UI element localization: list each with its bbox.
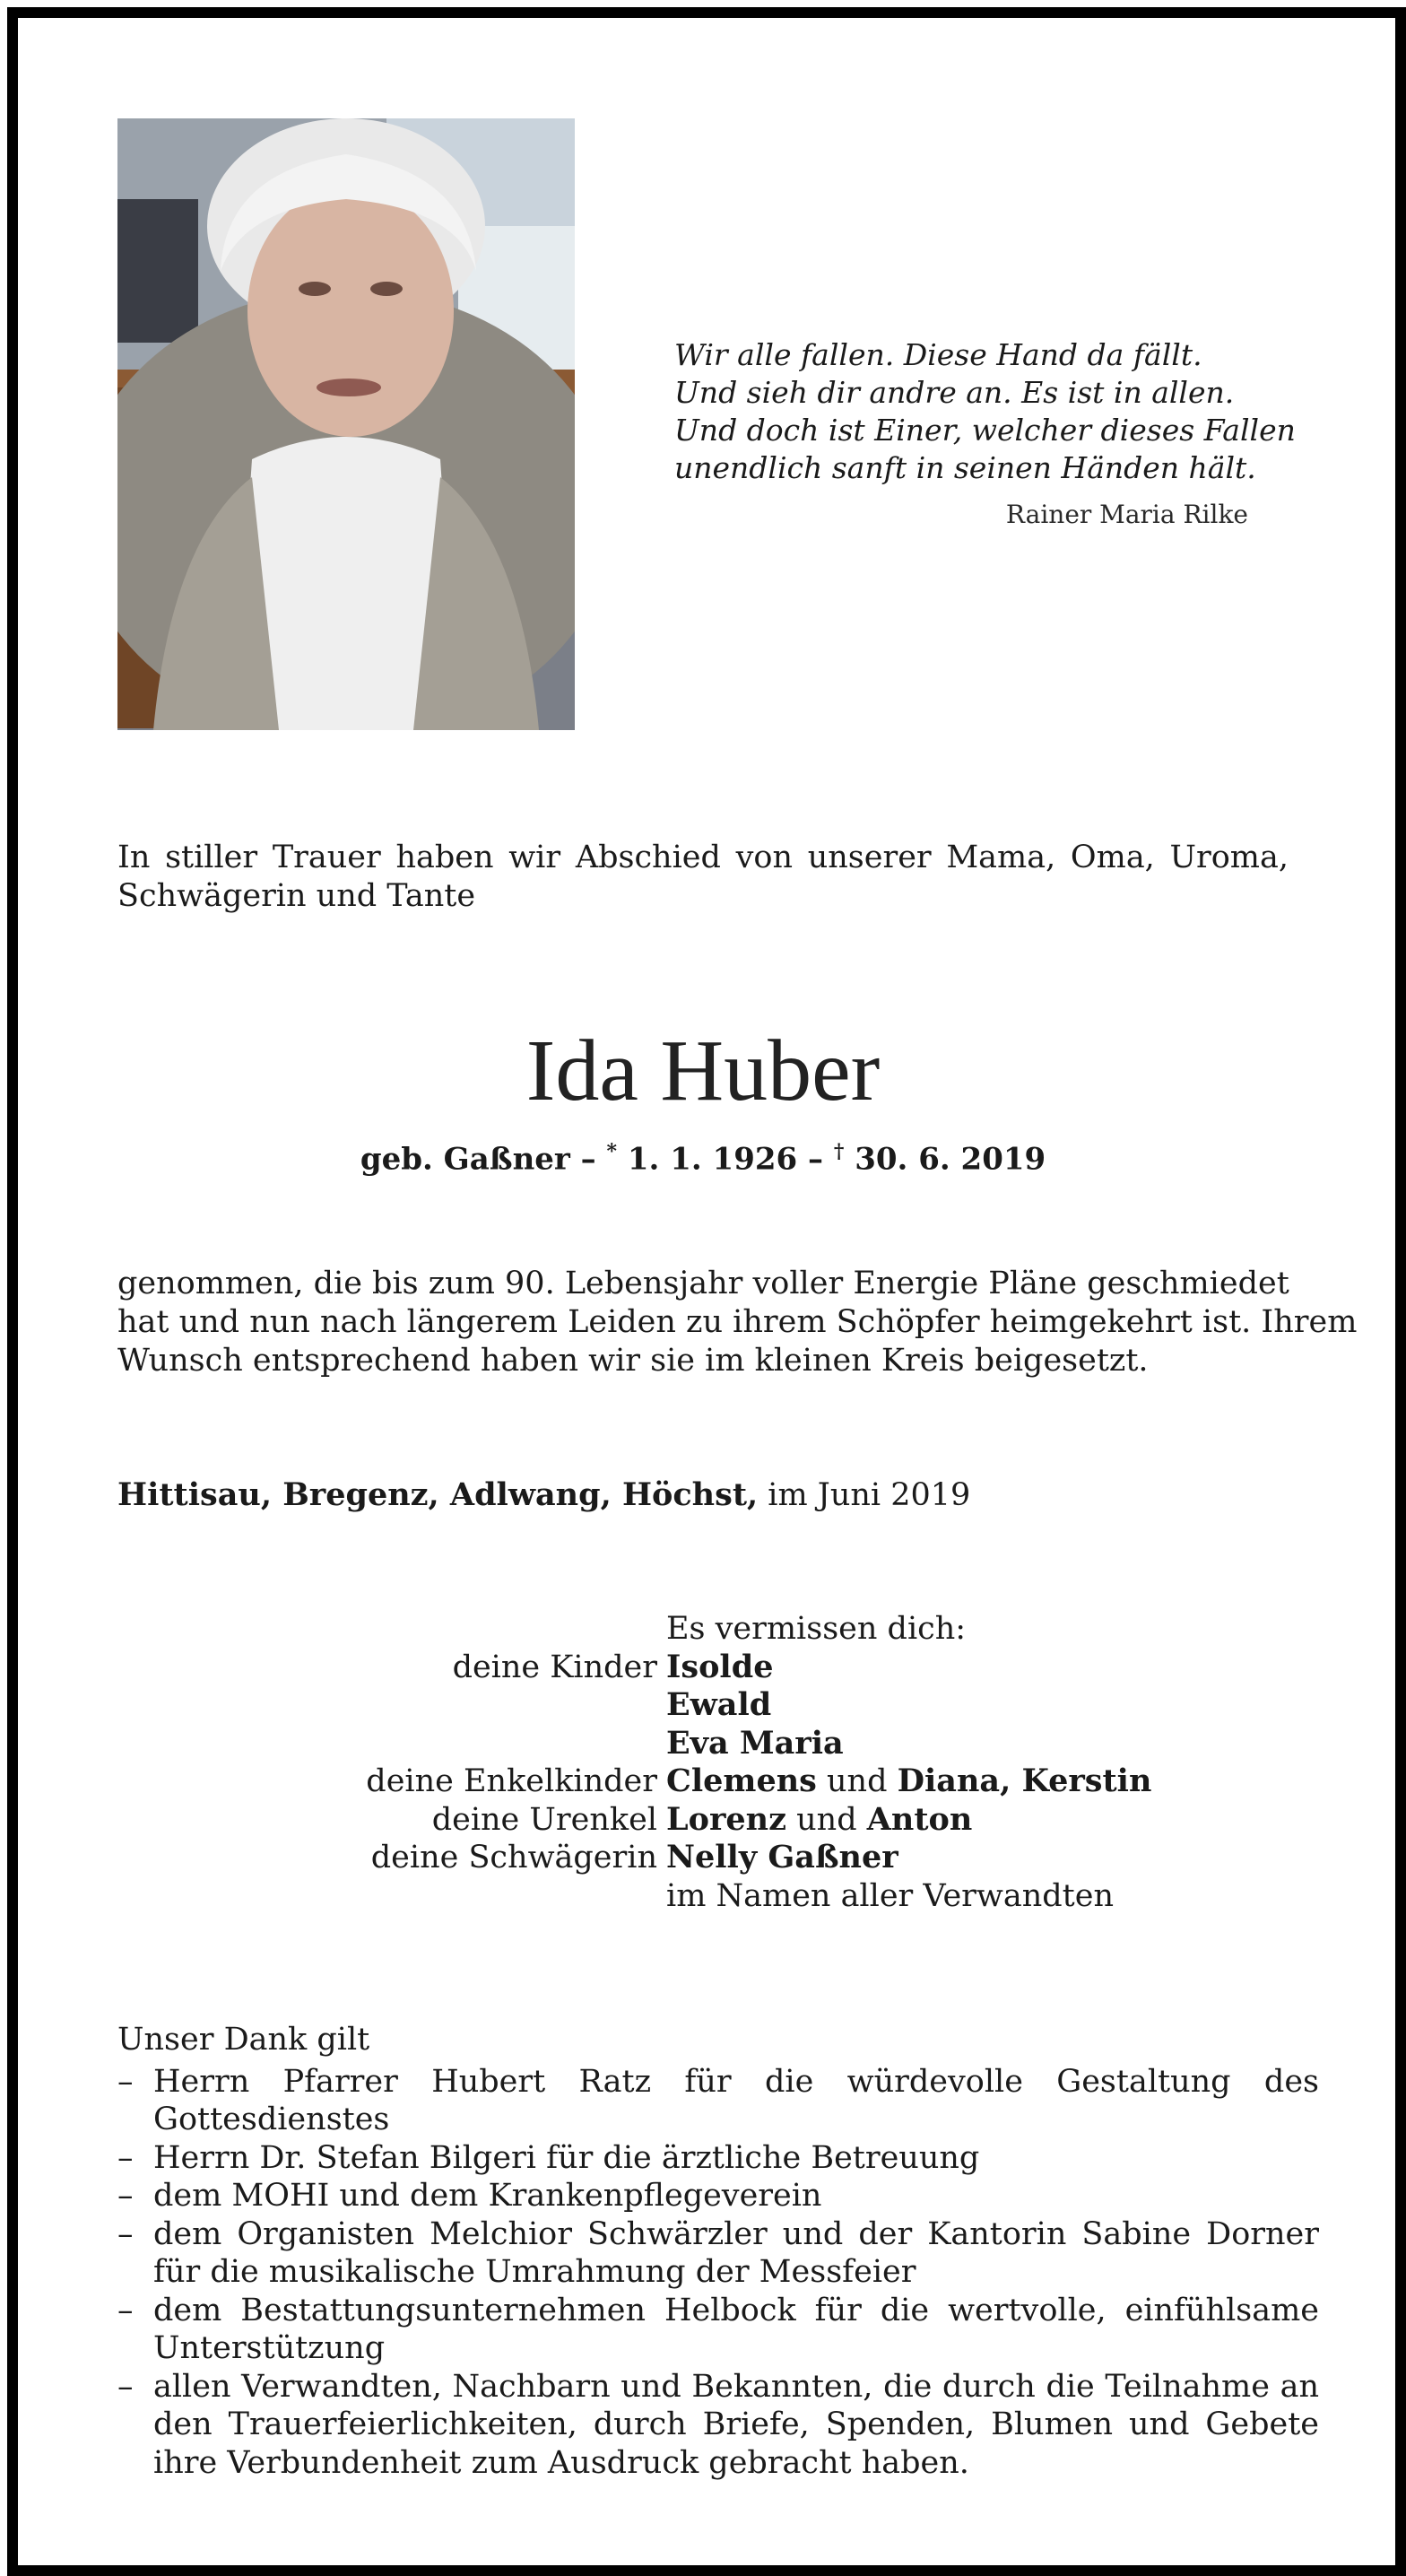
- born-name: geb. Gaßner –: [360, 1141, 607, 1178]
- mourner-name: Isolde: [666, 1648, 774, 1685]
- mourners-heading: Es vermissen dich:: [666, 1611, 967, 1647]
- life-dates: [117, 1132, 1289, 1179]
- mourners-footer-row: [117, 1877, 1289, 1916]
- text-line: Wunsch entsprechend haben wir sie im kleinen Kreis beigesetzt.: [117, 1343, 1149, 1379]
- death-symbol: †: [833, 1140, 845, 1163]
- mourner-relation: deine Kinder: [452, 1649, 657, 1685]
- places: Hittisau, Bregenz, Adlwang, Höchst,: [117, 1476, 759, 1513]
- mourner-row: [117, 1725, 1289, 1763]
- mourner-row: [117, 1801, 1289, 1840]
- poem-line: Und sieh dir andre an. Es ist in allen.: [674, 375, 1235, 410]
- mourner-name: Diana, Kerstin: [897, 1762, 1152, 1799]
- thanks-item: [117, 2292, 1319, 2368]
- thanks-item: [117, 2177, 1319, 2215]
- poem-line: unendlich sanft in seinen Händen hält.: [674, 450, 1256, 485]
- conjunction: und: [785, 1801, 867, 1838]
- thanks-item-text: dem Organisten Melchior Schwärzler und der Kantorin Sabine Dorner für die musikalische Umrahmung der Messfeier: [153, 2215, 1319, 2290]
- dash-bullet: –: [117, 2368, 134, 2405]
- thanks-item-text: dem MOHI und dem Krankenpflegeverein: [153, 2178, 822, 2214]
- poem-author: Rainer Maria Rilke: [1005, 500, 1248, 529]
- mourner-name: Nelly Gaßner: [666, 1839, 898, 1875]
- mourner-relation: [117, 1686, 666, 1725]
- birth-date: 1. 1. 1926 –: [617, 1141, 834, 1178]
- mourner-name: Ewald: [666, 1686, 772, 1723]
- dash-bullet: –: [117, 2063, 134, 2100]
- deceased-name: Ida Huber: [525, 1023, 881, 1119]
- mourners-list: [117, 1610, 1289, 1915]
- text-line: genommen, die bis zum 90. Lebensjahr voller Energie Pläne geschmiedet: [117, 1266, 1289, 1301]
- mourner-row: [117, 1649, 1289, 1687]
- announcement-text: [117, 1265, 1358, 1380]
- poem-line: Wir alle fallen. Diese Hand da fällt.: [674, 337, 1202, 372]
- mourner-name: Eva Maria: [666, 1724, 844, 1762]
- text-line: hat und nun nach längerem Leiden zu ihrem Schöpfer heimgekehrt ist. Ihrem: [117, 1304, 1358, 1340]
- thanks-item-text: dem Bestattungsunternehmen Helbock für die wertvolle, einfühlsame Unterstützung: [153, 2292, 1319, 2366]
- mourner-relation: [117, 1725, 666, 1763]
- conjunction: und: [816, 1763, 898, 1799]
- thanks-item-text: Herrn Dr. Stefan Bilgeri für die ärztliche Betreuung: [153, 2139, 980, 2176]
- mourner-row: [117, 1762, 1289, 1801]
- dash-bullet: –: [117, 2178, 134, 2214]
- thanks-item-text: Herrn Pfarrer Hubert Ratz für die würdevolle Gestaltung des Gottesdienstes: [153, 2063, 1319, 2137]
- thanks-item-text: allen Verwandten, Nachbarn und Bekannten, die durch die Teilnahme an den Trauerfeierlichkeiten, durch Briefe, Spenden, Blumen und Gebete ihre Verbundenheit zum Ausdruck gebracht haben.: [153, 2368, 1319, 2481]
- mourner-relation: deine Urenkel: [431, 1801, 657, 1838]
- mourner-name: Anton: [866, 1800, 973, 1838]
- mourner-name: Lorenz: [666, 1800, 786, 1838]
- mourner-name: Clemens: [666, 1762, 817, 1799]
- poem-line: Und doch ist Einer, welcher dieses Fallen: [674, 413, 1296, 448]
- death-date: 30. 6. 2019: [844, 1141, 1046, 1178]
- places-date: [117, 1475, 1289, 1515]
- mourner-relation: deine Schwägerin: [370, 1840, 657, 1875]
- mourners-heading-row: [117, 1610, 1289, 1649]
- mourner-row: [117, 1686, 1289, 1725]
- mourners-footer: im Namen aller Verwandten: [666, 1877, 1114, 1914]
- intro-text: In stiller Trauer haben wir Abschied von unserer Mama, Oma, Uroma, Schwägerin und Tante: [117, 840, 1289, 914]
- birth-symbol: *: [606, 1140, 618, 1163]
- dash-bullet: –: [117, 2292, 134, 2328]
- poem: [674, 336, 1302, 487]
- thanks-heading: Unser Dank gilt: [117, 2022, 370, 2058]
- date-line: im Juni 2019: [758, 1477, 971, 1513]
- portrait-photo: [117, 118, 575, 730]
- thanks-item: [117, 2139, 1319, 2178]
- mourner-relation: deine Enkelkinder: [366, 1763, 657, 1799]
- mourner-row: [117, 1839, 1289, 1877]
- thanks-item: [117, 2368, 1319, 2483]
- thanks-item: [117, 2215, 1319, 2292]
- thanks-section: [117, 2021, 1319, 2482]
- dash-bullet: –: [117, 2139, 134, 2176]
- thanks-item: [117, 2063, 1319, 2139]
- dash-bullet: –: [117, 2215, 134, 2252]
